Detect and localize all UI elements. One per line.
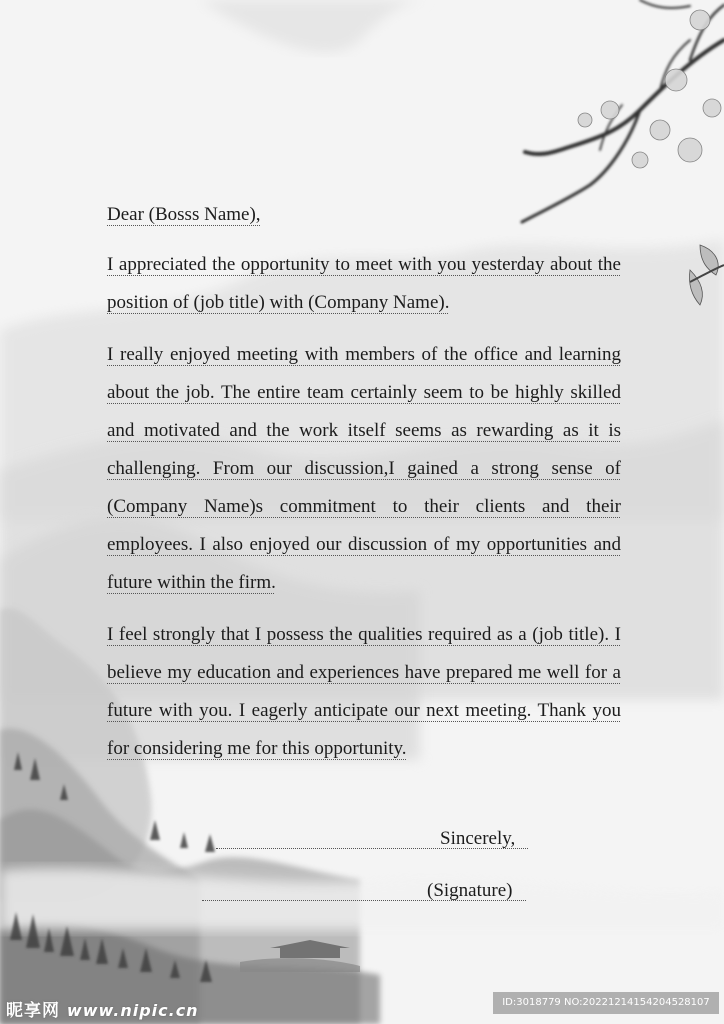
watermark-brand <box>6 996 199 1021</box>
letter-paragraph-1 <box>107 246 621 322</box>
letter-greeting <box>107 196 621 234</box>
watermark-brand-text: 昵享网 <box>6 1001 60 1021</box>
letter-signature: (Signature) <box>427 880 513 901</box>
paragraph-1-text: I appreciated the opportunity to meet with you yesterday about the position of (job title) with (Company Name). <box>107 254 621 313</box>
paragraph-2-text: I really enjoyed meeting with members of the office and learning about the job. The entire team certainly seem to be highly skilled and motivated and the work itself seems as rewarding as it is challenging. From our discussion,I gained a strong sense of (Company Name)s commitment to their clients and their employees. I also enjoyed our discussion of my opportunities and future within the firm. <box>107 344 621 593</box>
letter-paragraph-3 <box>107 616 621 768</box>
paragraph-3-text: I feel strongly that I possess the qualities required as a (job title). I believe my education and experiences have prepared me well for a future with you. I eagerly anticipate our next meeting. Thank you for considering me for this opportunity. <box>107 624 621 759</box>
letter-paragraph-2 <box>107 336 621 602</box>
letter-closing: Sincerely, <box>440 828 516 849</box>
watermark-id-banner: ID:3018779 NO:20221214154204528107 <box>493 992 719 1014</box>
watermark-site-text: www.nipic.cn <box>66 1001 199 1020</box>
greeting-text: Dear (Bosss Name), <box>107 204 261 225</box>
letter-body <box>107 196 621 782</box>
